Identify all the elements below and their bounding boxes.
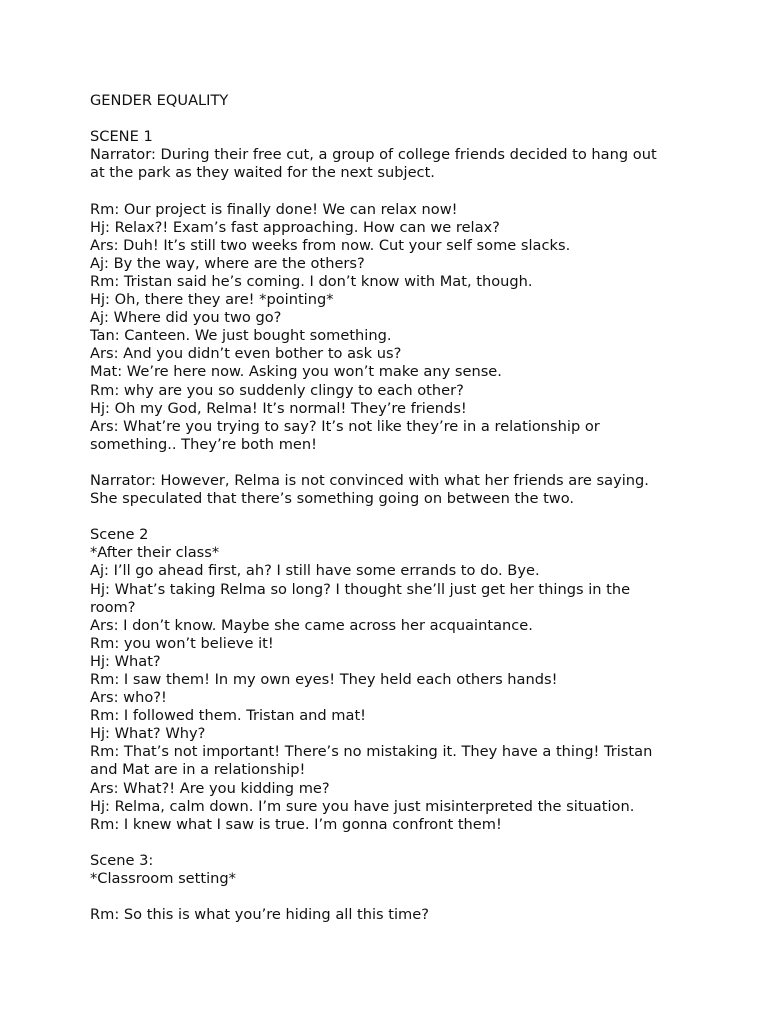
dialogue-line: Rm: you won’t believe it! <box>90 634 274 652</box>
dialogue-line: Ars: Duh! It’s still two weeks from now. Cut your self some slacks. <box>90 236 571 254</box>
dialogue-line: Rm: Tristan said he’s coming. I don’t know with Mat, though. <box>90 272 533 290</box>
dialogue-line: Ars: What’re you trying to say? It’s not like they’re in a relationship or <box>90 417 600 435</box>
dialogue-line: Rm: I followed them. Tristan and mat! <box>90 707 367 725</box>
dialogue-line: Hj: Oh, there they are! *pointing* <box>90 291 334 309</box>
dialogue-line: Hj: What’s taking Relma so long? I thought she’ll just get her things in the <box>90 580 631 598</box>
dialogue-line: something.. They’re both men! <box>90 435 317 453</box>
scene-heading: Scene 3: <box>90 851 154 869</box>
spacer <box>90 888 690 906</box>
dialogue-line: Aj: Where did you two go? <box>90 309 282 327</box>
spacer <box>90 508 690 526</box>
dialogue-line: Hj: Oh my God, Relma! It’s normal! They’re friends! <box>90 399 467 417</box>
dialogue-line: Rm: I knew what I saw is true. I’m gonna confront them! <box>90 815 502 833</box>
document-title: GENDER EQUALITY <box>90 92 229 109</box>
dialogue-line: Hj: Relma, calm down. I’m sure you have just misinterpreted the situation. <box>90 797 635 815</box>
spacer <box>90 110 690 128</box>
dialogue-line: Ars: What?! Are you kidding me? <box>90 779 330 797</box>
spacer <box>90 834 690 852</box>
narration-line: Narrator: However, Relma is not convinced with what her friends are saying. <box>90 471 649 489</box>
narration-line: Narrator: During their free cut, a group of college friends decided to hang out <box>90 146 657 164</box>
dialogue-line: Tan: Canteen. We just bought something. <box>90 327 392 345</box>
scene-setting: *Classroom setting* <box>90 870 236 888</box>
narration-line: at the park as they waited for the next subject. <box>90 164 435 182</box>
dialogue-line: Ars: who?! <box>90 689 167 707</box>
dialogue-line: Hj: What? Why? <box>90 725 206 743</box>
dialogue-line: Rm: why are you so suddenly clingy to each other? <box>90 381 464 399</box>
dialogue-line: Ars: I don’t know. Maybe she came across her acquaintance. <box>90 616 533 634</box>
dialogue-line: Aj: I’ll go ahead first, ah? I still have some errands to do. Bye. <box>90 562 540 580</box>
document-page <box>90 92 690 924</box>
dialogue-line: Ars: And you didn’t even bother to ask us? <box>90 345 402 363</box>
scene-heading: Scene 2 <box>90 526 149 544</box>
dialogue-line: room? <box>90 598 136 616</box>
scene-setting: *After their class* <box>90 544 220 562</box>
dialogue-line: Aj: By the way, where are the others? <box>90 254 365 272</box>
dialogue-line: Hj: Relax?! Exam’s fast approaching. How can we relax? <box>90 218 500 236</box>
dialogue-line: Rm: That’s not important! There’s no mistaking it. They have a thing! Tristan <box>90 743 653 761</box>
dialogue-line: Rm: Our project is finally done! We can relax now! <box>90 200 458 218</box>
dialogue-line: Mat: We’re here now. Asking you won’t make any sense. <box>90 363 502 381</box>
spacer <box>90 182 690 200</box>
dialogue-line: Hj: What? <box>90 652 161 670</box>
scene-heading: SCENE 1 <box>90 128 153 146</box>
dialogue-line: Rm: I saw them! In my own eyes! They held each others hands! <box>90 671 558 688</box>
spacer <box>90 454 690 472</box>
narration-line: She speculated that there’s something going on between the two. <box>90 490 575 508</box>
dialogue-line: Rm: So this is what you’re hiding all this time? <box>90 906 429 924</box>
dialogue-line: and Mat are in a relationship! <box>90 761 306 779</box>
